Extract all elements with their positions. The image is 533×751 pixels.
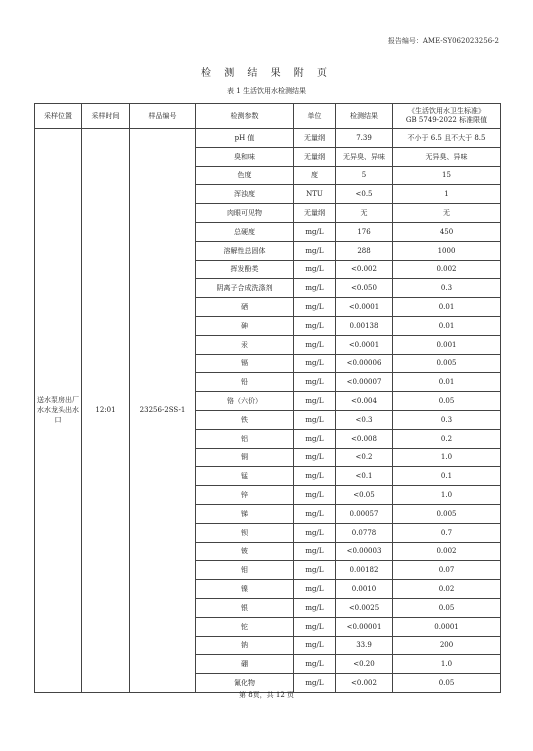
param-cell: pH 值	[196, 129, 294, 148]
location-cell: 送水泵房出厂水水龙头出水口	[35, 129, 82, 693]
header-unit: 单位	[294, 104, 336, 129]
result-cell: 288	[336, 241, 393, 260]
table-body	[35, 129, 501, 693]
limit-cell: 0.002	[393, 260, 501, 279]
param-cell: 钼	[196, 561, 294, 580]
table-caption: 表 1 生活饮用水检测结果	[227, 87, 306, 95]
unit-cell: mg/L	[294, 260, 336, 279]
report-number: 报告编号：AME-SY062023256-2	[387, 37, 499, 45]
result-cell: 176	[336, 222, 393, 241]
unit-cell: mg/L	[294, 467, 336, 486]
limit-cell: 0.001	[393, 335, 501, 354]
header-standard-line2: GB 5749-2022 标准限值	[405, 116, 488, 124]
unit-cell: mg/L	[294, 222, 336, 241]
limit-cell: 0.002	[393, 542, 501, 561]
param-cell: 硒	[196, 298, 294, 317]
result-cell: 7.39	[336, 129, 393, 148]
param-cell: 锰	[196, 467, 294, 486]
sample-no-cell: 23256-2SS-1	[130, 129, 196, 693]
limit-cell: 15	[393, 166, 501, 185]
table-row	[35, 129, 501, 148]
result-cell: 无	[336, 204, 393, 223]
param-cell: 总硬度	[196, 222, 294, 241]
unit-cell: mg/L	[294, 523, 336, 542]
limit-cell: 0.3	[393, 410, 501, 429]
result-cell: <0.00006	[336, 354, 393, 373]
unit-cell: 无量纲	[294, 204, 336, 223]
unit-cell: mg/L	[294, 636, 336, 655]
param-cell: 锑	[196, 504, 294, 523]
result-cell: 0.00182	[336, 561, 393, 580]
result-cell: 5	[336, 166, 393, 185]
result-cell: <0.00001	[336, 617, 393, 636]
limit-cell: 1.0	[393, 655, 501, 674]
unit-cell: mg/L	[294, 617, 336, 636]
limit-cell: 450	[393, 222, 501, 241]
unit-cell: mg/L	[294, 316, 336, 335]
param-cell: 铅	[196, 373, 294, 392]
result-cell: <0.050	[336, 279, 393, 298]
limit-cell: 0.05	[393, 674, 501, 693]
unit-cell: mg/L	[294, 542, 336, 561]
limit-cell: 1.0	[393, 448, 501, 467]
limit-cell: 0.07	[393, 561, 501, 580]
result-cell: <0.0001	[336, 298, 393, 317]
result-cell: 无异臭、异味	[336, 147, 393, 166]
unit-cell: mg/L	[294, 410, 336, 429]
param-cell: 铍	[196, 542, 294, 561]
unit-cell: mg/L	[294, 655, 336, 674]
param-cell: 铝	[196, 429, 294, 448]
result-cell: <0.05	[336, 486, 393, 505]
result-cell: 0.0010	[336, 580, 393, 599]
result-cell: <0.002	[336, 260, 393, 279]
result-cell: <0.20	[336, 655, 393, 674]
param-cell: 浑浊度	[196, 185, 294, 204]
param-cell: 色度	[196, 166, 294, 185]
unit-cell: mg/L	[294, 429, 336, 448]
param-cell: 肉眼可见物	[196, 204, 294, 223]
param-cell: 砷	[196, 316, 294, 335]
param-cell: 铬（六价）	[196, 392, 294, 411]
unit-cell: mg/L	[294, 392, 336, 411]
limit-cell: 0.005	[393, 504, 501, 523]
result-cell: <0.002	[336, 674, 393, 693]
unit-cell: mg/L	[294, 335, 336, 354]
limit-cell: 0.0001	[393, 617, 501, 636]
limit-cell: 无	[393, 204, 501, 223]
page-footer: 第 8页，共 12 页	[238, 691, 295, 699]
limit-cell: 1	[393, 185, 501, 204]
unit-cell: mg/L	[294, 504, 336, 523]
header-standard-line1: 《生活饮用水卫生标准》	[408, 107, 485, 115]
param-cell: 铁	[196, 410, 294, 429]
result-cell: <0.0001	[336, 335, 393, 354]
limit-cell: 1000	[393, 241, 501, 260]
header-standard	[393, 104, 501, 129]
param-cell: 氰化物	[196, 674, 294, 693]
result-cell: <0.00003	[336, 542, 393, 561]
result-cell: 0.00057	[336, 504, 393, 523]
param-cell: 溶解性总固体	[196, 241, 294, 260]
param-cell: 银	[196, 598, 294, 617]
result-cell: 0.00138	[336, 316, 393, 335]
unit-cell: mg/L	[294, 561, 336, 580]
param-cell: 铜	[196, 448, 294, 467]
limit-cell: 1.0	[393, 486, 501, 505]
result-cell: <0.3	[336, 410, 393, 429]
header-time: 采样时间	[82, 104, 130, 129]
unit-cell: 度	[294, 166, 336, 185]
result-cell: <0.1	[336, 467, 393, 486]
unit-cell: mg/L	[294, 448, 336, 467]
unit-cell: mg/L	[294, 279, 336, 298]
results-table	[34, 103, 501, 693]
header-param: 检测参数	[196, 104, 294, 129]
limit-cell: 0.1	[393, 467, 501, 486]
limit-cell: 0.05	[393, 598, 501, 617]
limit-cell: 0.05	[393, 392, 501, 411]
param-cell: 臭和味	[196, 147, 294, 166]
limit-cell: 不小于 6.5 且不大于 8.5	[393, 129, 501, 148]
unit-cell: mg/L	[294, 354, 336, 373]
result-cell: <0.5	[336, 185, 393, 204]
param-cell: 汞	[196, 335, 294, 354]
param-cell: 镍	[196, 580, 294, 599]
result-cell: <0.00007	[336, 373, 393, 392]
param-cell: 锌	[196, 486, 294, 505]
result-cell: <0.008	[336, 429, 393, 448]
unit-cell: 无量纲	[294, 129, 336, 148]
param-cell: 铊	[196, 617, 294, 636]
result-cell: <0.2	[336, 448, 393, 467]
param-cell: 硼	[196, 655, 294, 674]
table-header-row	[35, 104, 501, 129]
param-cell: 钡	[196, 523, 294, 542]
param-cell: 镉	[196, 354, 294, 373]
param-cell: 阴离子合成洗涤剂	[196, 279, 294, 298]
unit-cell: mg/L	[294, 598, 336, 617]
param-cell: 钠	[196, 636, 294, 655]
result-cell: <0.0025	[336, 598, 393, 617]
limit-cell: 0.01	[393, 373, 501, 392]
limit-cell: 0.2	[393, 429, 501, 448]
header-location: 采样位置	[35, 104, 82, 129]
result-cell: 33.9	[336, 636, 393, 655]
limit-cell: 0.01	[393, 298, 501, 317]
unit-cell: mg/L	[294, 580, 336, 599]
param-cell: 挥发酚类	[196, 260, 294, 279]
limit-cell: 0.3	[393, 279, 501, 298]
limit-cell: 0.02	[393, 580, 501, 599]
limit-cell: 0.005	[393, 354, 501, 373]
header-result: 检测结果	[336, 104, 393, 129]
limit-cell: 无异臭、异味	[393, 147, 501, 166]
unit-cell: mg/L	[294, 373, 336, 392]
unit-cell: mg/L	[294, 486, 336, 505]
limit-cell: 200	[393, 636, 501, 655]
header-sample: 样品编号	[130, 104, 196, 129]
unit-cell: mg/L	[294, 298, 336, 317]
result-cell: <0.004	[336, 392, 393, 411]
result-cell: 0.0778	[336, 523, 393, 542]
unit-cell: NTU	[294, 185, 336, 204]
time-cell: 12:01	[82, 129, 130, 693]
unit-cell: 无量纲	[294, 147, 336, 166]
limit-cell: 0.01	[393, 316, 501, 335]
limit-cell: 0.7	[393, 523, 501, 542]
page-title: 检 测 结 果 附 页	[201, 68, 332, 79]
unit-cell: mg/L	[294, 241, 336, 260]
unit-cell: mg/L	[294, 674, 336, 693]
